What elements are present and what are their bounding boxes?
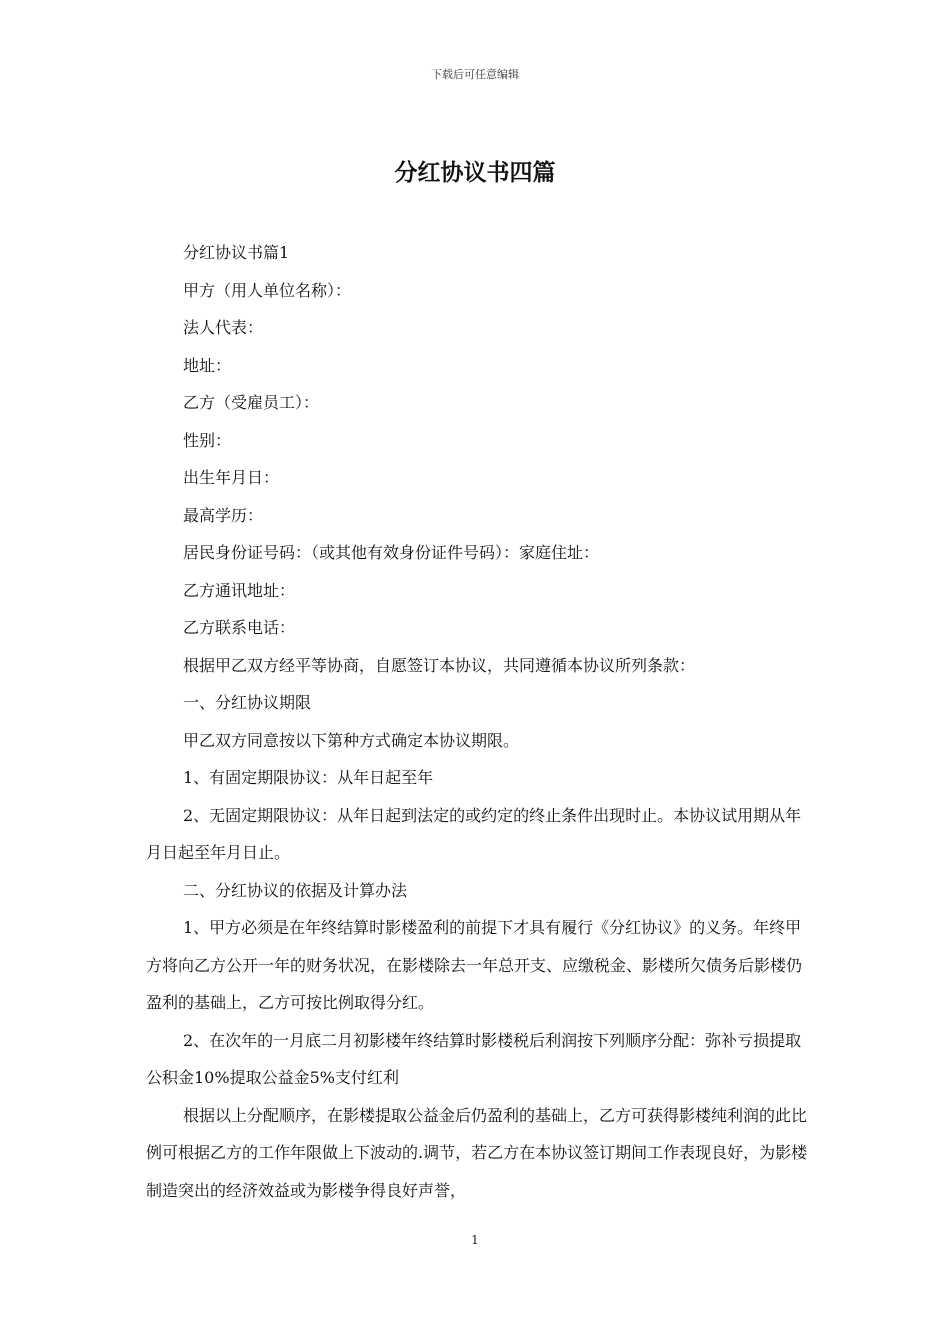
paragraph-distribution: 根据以上分配顺序，在影楼提取公益金后仍盈利的基础上，乙方可获得影楼纯利润的此比例可根据乙方的工作年限做上下波动的.调节，若乙方在本协议签订期间工作表现良好，为影楼制造突出的经济效益或为影楼争得良好声誉，: [146, 1105, 808, 1200]
paragraph-birthdate: 出生年月日：: [183, 468, 280, 487]
page-header-note: 下载后可任意编辑: [431, 68, 519, 81]
document-title: 分红协议书四篇: [394, 159, 556, 186]
page-number: 1: [471, 1233, 479, 1247]
paragraph-heading-basis: 二、分红协议的依据及计算办法: [183, 880, 408, 900]
paragraph-education: 最高学历：: [183, 505, 264, 525]
paragraph-legal-rep: 法人代表：: [183, 318, 264, 337]
paragraph-fixed-term: 1、有固定期限协议：从年日起至年: [183, 768, 434, 787]
paragraph-basis-1: 1、甲方必须是在年终结算时影楼盈利的前提下才具有履行《分红协议》的义务。年终甲方将向乙方公开一年的财务状况，在影楼除去一年总开支、应缴税金、影楼所欠债务后影楼仍盈利的基础上，乙方可按比例取得分红。: [146, 918, 803, 1012]
paragraph-address: 地址：: [183, 355, 232, 375]
paragraph-id-number: 居民身份证号码：（或其他有效身份证件号码）：家庭住址：: [183, 543, 600, 562]
paragraph-party-b: 乙方（受雇员工）：: [183, 393, 320, 412]
paragraph-basis-2: 2、在次年的一月底二月初影楼年终结算时影楼税后利润按下列顺序分配：弥补亏损提取公积金10%提取公益金5%支付红利: [146, 1030, 802, 1087]
paragraph-open-term: 2、无固定期限协议：从年日起到法定的或约定的终止条件出现时止。本协议试用期从年月日起至年月日止。: [146, 805, 802, 862]
paragraph-gender: 性别：: [183, 430, 232, 450]
paragraph-heading-term: 一、分红协议期限: [183, 693, 312, 712]
paragraph-preamble: 根据甲乙双方经平等协商，自愿签订本协议，共同遵循本协议所列条款：: [183, 655, 696, 675]
paragraph-section-heading: 分红协议书篇1: [183, 243, 290, 262]
paragraph-phone: 乙方联系电话：: [183, 618, 296, 637]
paragraph-term-choice: 甲乙双方同意按以下第种方式确定本协议期限。: [183, 730, 520, 750]
paragraph-party-a: 甲方（用人单位名称）：: [183, 280, 352, 300]
paragraph-mail-address: 乙方通讯地址：: [183, 580, 296, 600]
document-body: [146, 234, 810, 1209]
